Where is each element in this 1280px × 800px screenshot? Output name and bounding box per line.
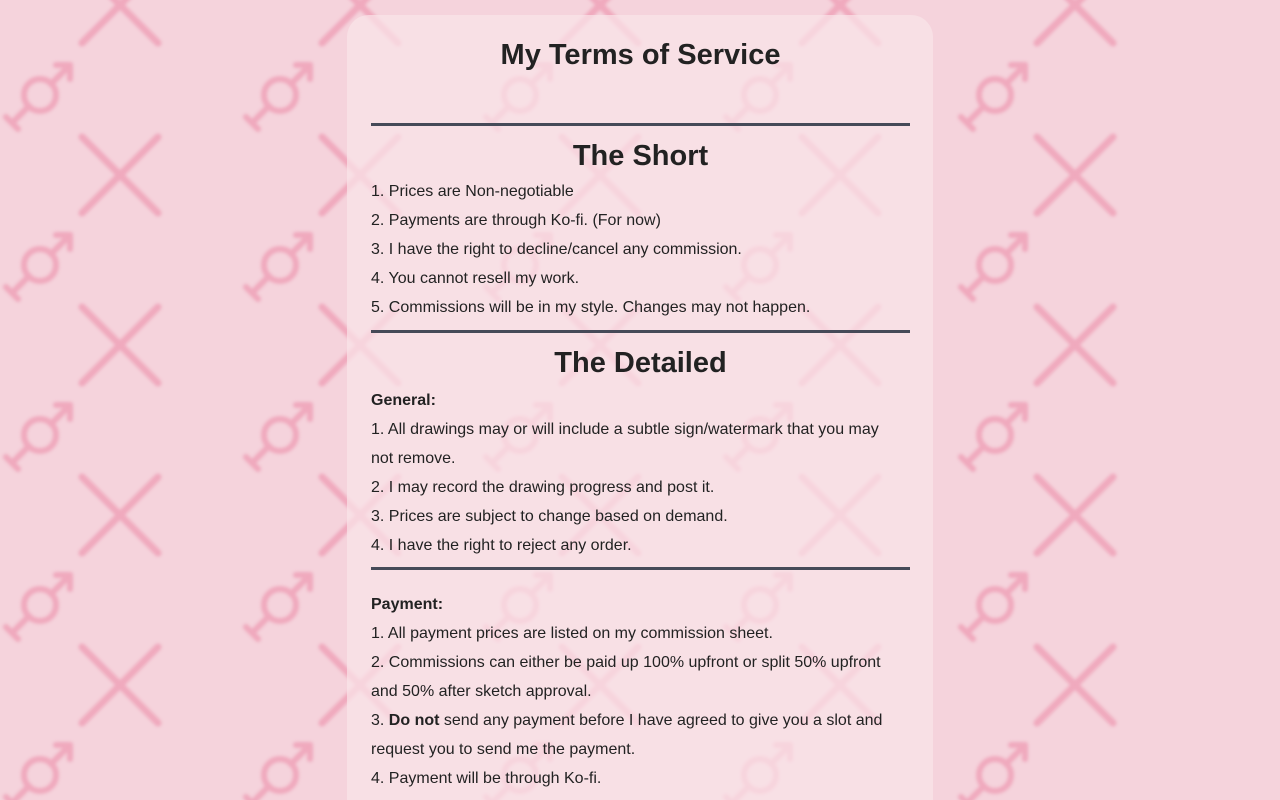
list-item: and 50% after sketch approval.: [371, 683, 592, 700]
list-item-text: send any payment before I have agreed to give you a slot and: [439, 712, 883, 729]
gender-symbol-icon: [6, 745, 70, 800]
terms-card: [347, 15, 933, 800]
crossed-lines-icon: [1037, 137, 1113, 213]
list-item-number: 3.: [371, 712, 389, 729]
list-item: 4. I have the right to reject any order.: [371, 537, 632, 554]
general-list: [371, 415, 910, 560]
list-item: 1. Prices are Non-negotiable: [371, 183, 574, 200]
crossed-lines-icon: [1037, 307, 1113, 383]
page-title: My Terms of Service: [500, 39, 781, 71]
emphasis-text: Do not: [388, 712, 440, 729]
list-item: 3. Prices are subject to change based on demand.: [371, 508, 728, 525]
gender-symbol-icon: [6, 405, 70, 469]
list-item: 3. I have the right to decline/cancel any commission.: [371, 241, 742, 258]
payment-label: Payment:: [371, 596, 444, 613]
divider: [371, 330, 910, 333]
section-title-short: The Short: [572, 140, 709, 172]
list-item: 1. All drawings may or will include a subtle sign/watermark that you may: [371, 421, 879, 438]
list-item: [371, 706, 910, 735]
payment-list: [371, 619, 910, 793]
list-item: 2. Payments are through Ko-fi. (For now): [371, 212, 661, 229]
gender-symbol-icon: [961, 235, 1025, 299]
gender-symbol-icon: [246, 745, 310, 800]
crossed-lines-icon: [82, 477, 158, 553]
gender-symbol-icon: [961, 405, 1025, 469]
list-item: 2. I may record the drawing progress and post it.: [371, 479, 715, 496]
crossed-lines-icon: [82, 137, 158, 213]
list-item: 4. Payment will be through Ko-fi.: [371, 770, 602, 787]
list-item: request you to send me the payment.: [371, 741, 636, 758]
section-title-detailed: The Detailed: [554, 347, 727, 379]
gender-symbol-icon: [961, 65, 1025, 129]
gender-symbol-icon: [246, 405, 310, 469]
crossed-lines-icon: [82, 307, 158, 383]
list-item: 5. Commissions will be in my style. Changes may not happen.: [371, 299, 811, 316]
gender-symbol-icon: [961, 575, 1025, 639]
list-item: not remove.: [371, 450, 456, 467]
divider: [371, 123, 910, 126]
crossed-lines-icon: [1037, 0, 1113, 43]
gender-symbol-icon: [6, 65, 70, 129]
list-item: 1. All payment prices are listed on my commission sheet.: [371, 625, 773, 642]
list-item: 4. You cannot resell my work.: [371, 270, 580, 287]
divider: [371, 567, 910, 570]
gender-symbol-icon: [6, 575, 70, 639]
crossed-lines-icon: [82, 0, 158, 43]
gender-symbol-icon: [246, 235, 310, 299]
crossed-lines-icon: [1037, 477, 1113, 553]
crossed-lines-icon: [82, 647, 158, 723]
gender-symbol-icon: [6, 235, 70, 299]
crossed-lines-icon: [1037, 647, 1113, 723]
short-list: [371, 177, 910, 322]
gender-symbol-icon: [961, 745, 1025, 800]
list-item: 2. Commissions can either be paid up 100% upfront or split 50% upfront: [371, 654, 881, 671]
general-label: General:: [371, 392, 436, 409]
gender-symbol-icon: [246, 575, 310, 639]
gender-symbol-icon: [246, 65, 310, 129]
